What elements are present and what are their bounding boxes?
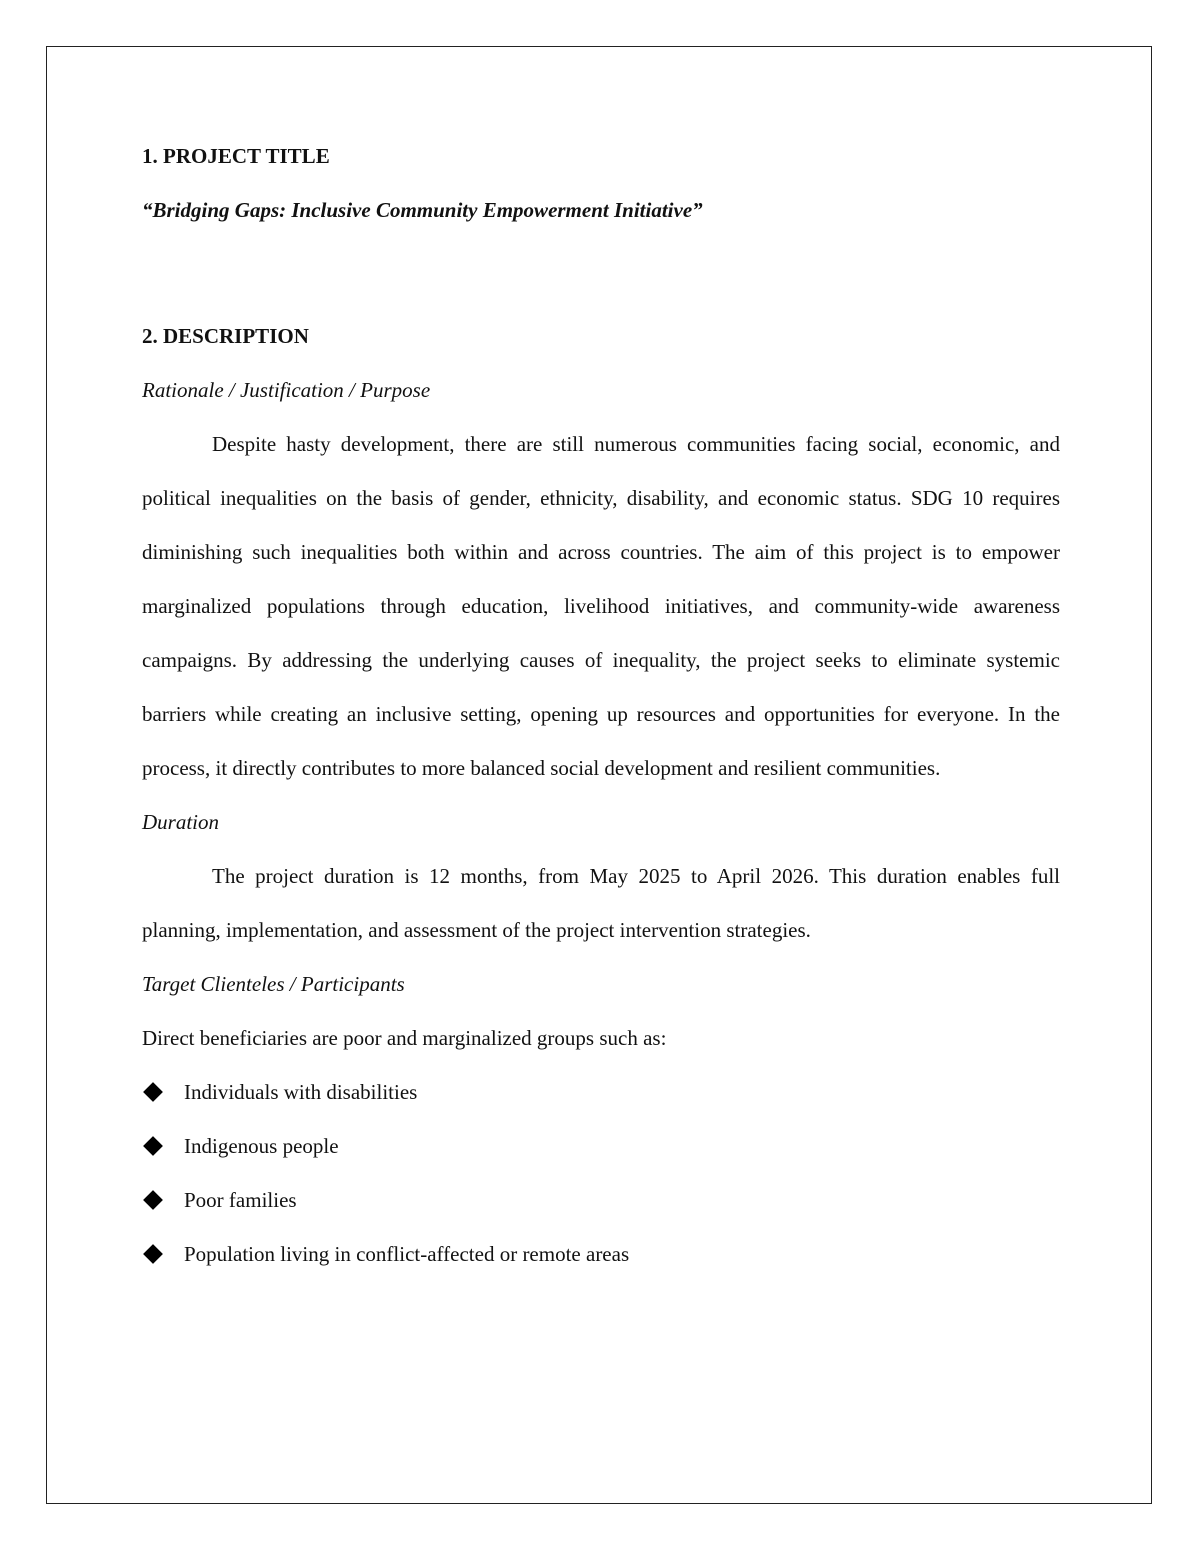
list-item-label: Population living in conflict-affected or remote areas [184, 1242, 630, 1266]
target-label: Target Clienteles / Participants [142, 972, 405, 996]
duration-paragraph: The project duration is 12 months, from May 2025 to April 2026. This duration enables full planning, implementation, and assessment of the project intervention strategies. [142, 864, 1060, 942]
project-title-heading: 1. PROJECT TITLE [142, 144, 330, 168]
list-item-label: Individuals with disabilities [184, 1080, 418, 1104]
beneficiary-list [142, 1074, 1060, 1272]
list-item [142, 1128, 1060, 1164]
list-item-label: Indigenous people [184, 1134, 339, 1158]
rationale-label: Rationale / Justification / Purpose [142, 378, 431, 402]
project-title-text: “Bridging Gaps: Inclusive Community Empowerment Initiative” [142, 198, 703, 222]
list-item [142, 1074, 1060, 1110]
list-item-label: Poor families [184, 1188, 297, 1212]
duration-label: Duration [142, 810, 220, 834]
diamond-bullet-icon [143, 1190, 163, 1210]
target-intro: Direct beneficiaries are poor and marginalized groups such as: [142, 1026, 667, 1050]
diamond-bullet-icon [143, 1244, 163, 1264]
document-body [142, 138, 1060, 1290]
description-heading: 2. DESCRIPTION [142, 324, 309, 348]
list-item [142, 1236, 1060, 1272]
diamond-bullet-icon [143, 1082, 163, 1102]
list-item [142, 1182, 1060, 1218]
rationale-paragraph: Despite hasty development, there are still numerous communities facing social, economic, and political inequalities on the basis of gender, ethnicity, disability, and economic status. SDG 10 requires diminishing such inequalities both within and across countries. The aim of this project is to empower marginalized populations through education, livelihood initiatives, and community-wide awareness campaigns. By addressing the underlying causes of inequality, the project seeks to eliminate systemic barriers while creating an inclusive setting, opening up resources and opportunities for everyone. In the process, it directly contributes to more balanced social development and resilient communities. [142, 432, 1060, 780]
diamond-bullet-icon [143, 1136, 163, 1156]
